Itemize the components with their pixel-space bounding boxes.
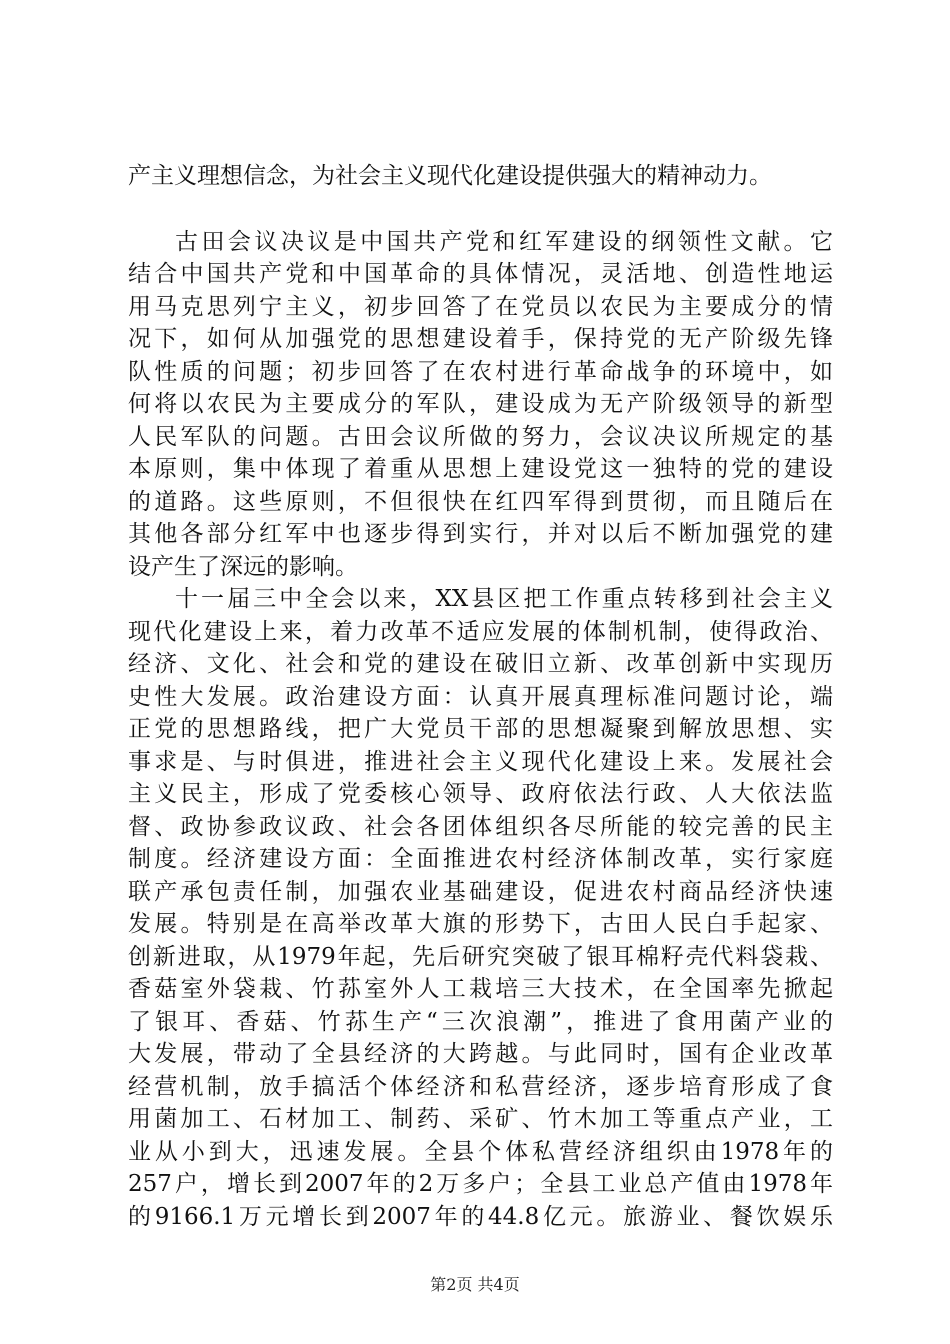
paragraph-3-line-9: 制度。经济建设方面：全面推进农村经济体制改革，实行家庭	[128, 846, 833, 872]
paragraph-3-line-1: 十一届三中全会以来，XX县区把工作重点转移到社会主义	[175, 586, 833, 612]
paragraph-2-line-10: 其他各部分红军中也逐步得到实行，并对以后不断加强党的建	[128, 521, 833, 547]
paragraph-3-line-15: 大发展，带动了全县经济的大跨越。与此同时，国有企业改革	[128, 1041, 833, 1067]
paragraph-3-line-20: 的9166.1万元增长到2007年的44.8亿元。旅游业、餐饮娱乐	[128, 1203, 833, 1230]
paragraph-3-line-2: 现代化建设上来，着力改革不适应发展的体制机制，使得政治、	[128, 618, 833, 645]
page-footer	[0, 1272, 950, 1295]
paragraph-3-line-8: 督、政协参政议政、社会各团体组织各尽所能的较完善的民主	[128, 813, 833, 840]
paragraph-3-line-12: 创新进取，从1979年起，先后研究突破了银耳棉籽壳代料袋栽、	[128, 943, 833, 970]
paragraph-3-line-19: 257户，增长到2007年的2万多户；全县工业总产值由1978年	[128, 1171, 833, 1197]
paragraph-gap	[128, 193, 833, 226]
paragraph-2-line-4: 况下，如何从加强党的思想建设着手，保持党的无产阶级先锋	[128, 326, 833, 352]
paragraph-3-line-4: 史性大发展。政治建设方面：认真开展真理标准问题讨论，端	[128, 683, 833, 710]
paragraph-3-line-18: 业从小到大，迅速发展。全县个体私营经济组织由1978年的	[128, 1138, 833, 1165]
paragraph-2-line-9: 的道路。这些原则，不但很快在红四军得到贯彻，而且随后在	[128, 488, 833, 515]
paragraph-2-line-2: 结合中国共产党和中国革命的具体情况，灵活地、创造性地运	[128, 261, 833, 287]
paragraph-2-line-7: 人民军队的问题。古田会议所做的努力，会议决议所规定的基	[128, 423, 833, 450]
paragraph-3-line-7: 主义民主，形成了党委核心领导、政府依法行政、人大依法监	[128, 781, 833, 807]
paragraph-2-line-5: 队性质的问题；初步回答了在农村进行革命战争的环境中，如	[128, 358, 833, 385]
paragraph-3-line-6: 事求是、与时俱进，推进社会主义现代化建设上来。发展社会	[128, 748, 833, 775]
paragraph-2-line-3: 用马克思列宁主义，初步回答了在党员以农民为主要成分的情	[128, 293, 833, 320]
paragraph-3-line-13: 香菇室外袋栽、竹荪室外人工栽培三大技术，在全国率先掀起	[128, 976, 833, 1002]
paragraph-3-line-17: 用菌加工、石材加工、制药、采矿、竹木加工等重点产业，工	[128, 1106, 833, 1132]
paragraph-2-line-1: 古田会议决议是中国共产党和红军建设的纲领性文献。它	[175, 228, 833, 255]
paragraph-3-line-11: 发展。特别是在高举改革大旗的形势下，古田人民白手起家、	[128, 911, 833, 937]
paragraph-2-line-8: 本原则，集中体现了着重从思想上建设党这一独特的党的建设	[128, 456, 833, 482]
paragraph-3-line-16: 经营机制，放手搞活个体经济和私营经济，逐步培育形成了食	[128, 1073, 833, 1100]
paragraph-3-line-14: 了银耳、香菇、竹荪生产“三次浪潮”，推进了食用菌产业的	[128, 1008, 833, 1035]
paragraph-3-line-5: 正党的思想路线，把广大党员干部的思想凝聚到解放思想、实	[128, 716, 833, 742]
page-number: 第2页 共4页	[430, 1275, 520, 1294]
paragraph-1-line-1: 产主义理想信念，为社会主义现代化建设提供强大的精神动力。	[128, 163, 772, 189]
paragraph-2-line-6: 何将以农民为主要成分的军队，建设成为无产阶级领导的新型	[128, 391, 833, 417]
document-body	[128, 160, 833, 1233]
paragraph-3-line-3: 经济、文化、社会和党的建设在破旧立新、改革创新中实现历	[128, 651, 833, 677]
paragraph-3-line-10: 联产承包责任制，加强农业基础建设，促进农村商品经济快速	[128, 878, 833, 905]
paragraph-2-line-11: 设产生了深远的影响。	[128, 553, 358, 580]
